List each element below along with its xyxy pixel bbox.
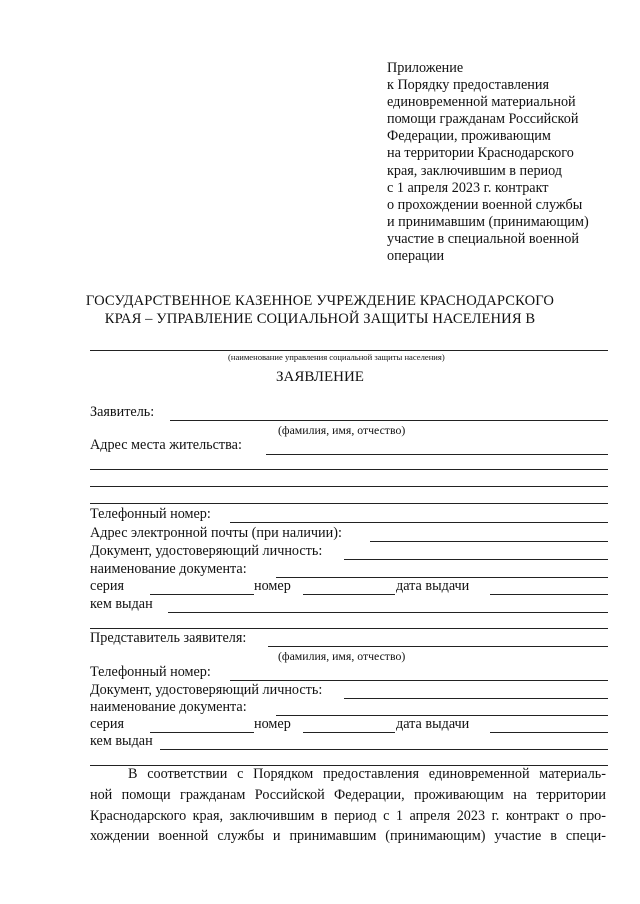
representative-issue-date-field[interactable] xyxy=(490,732,608,733)
phone-field[interactable] xyxy=(230,522,608,523)
representative-issued-by-field[interactable] xyxy=(160,749,608,750)
body-line: В соответствии с Порядком предоставления единовременной материаль- xyxy=(128,766,606,782)
representative-issue-date-label: дата выдачи xyxy=(396,716,470,732)
phone-label: Телефонный номер: xyxy=(90,506,211,522)
document-name-label: наименование документа: xyxy=(90,561,247,577)
organization-caption: (наименование управления социальной защиты населения) xyxy=(228,352,445,362)
organization-line-1: ГОСУДАРСТВЕННОЕ КАЗЕННОЕ УЧРЕЖДЕНИЕ КРАСНОДАРСКОГО xyxy=(85,293,555,309)
representative-id-document-field[interactable] xyxy=(344,698,608,699)
representative-phone-label: Телефонный номер: xyxy=(90,664,211,680)
number-label: номер xyxy=(254,578,291,594)
applicant-label: Заявитель: xyxy=(90,404,155,420)
appendix-line: на территории Краснодарского xyxy=(387,145,574,162)
body-line: ной помощи гражданам Российской Федерации, проживающим на территории xyxy=(90,786,606,803)
representative-series-field[interactable] xyxy=(150,732,254,733)
representative-id-document-label: Документ, удостоверяющий личность: xyxy=(90,682,323,698)
id-document-label: Документ, удостоверяющий личность: xyxy=(90,543,323,559)
appendix-line: о прохождении военной службы xyxy=(387,196,583,213)
address-field[interactable] xyxy=(266,454,608,455)
representative-name-field[interactable] xyxy=(268,646,608,647)
appendix-line: края, заключившим в период xyxy=(387,162,563,179)
representative-series-label: серия xyxy=(90,716,124,732)
appendix-block xyxy=(387,60,589,265)
representative-document-name-label: наименование документа: xyxy=(90,699,247,715)
applicant-name-field[interactable] xyxy=(170,420,608,421)
email-field[interactable] xyxy=(370,541,608,542)
appendix-line: единовременной материальной xyxy=(387,94,576,111)
representative-phone-field[interactable] xyxy=(230,680,608,681)
appendix-line: помощи гражданам Российской xyxy=(387,111,579,128)
address-field-line-3[interactable] xyxy=(90,486,608,487)
id-document-field[interactable] xyxy=(344,559,608,560)
appendix-line: к Порядку предоставления xyxy=(387,77,549,94)
issued-by-label: кем выдан xyxy=(90,596,153,612)
issue-date-field[interactable] xyxy=(490,594,608,595)
representative-number-label: номер xyxy=(254,716,291,732)
document-title: ЗАЯВЛЕНИЕ xyxy=(276,369,364,385)
appendix-line: с 1 апреля 2023 г. контракт xyxy=(387,179,549,196)
address-field-line-2[interactable] xyxy=(90,469,608,470)
appendix-line: и принимавшим (принимающим) xyxy=(387,213,589,230)
representative-label: Представитель заявителя: xyxy=(90,630,247,646)
body-line: Краснодарского края, заключившим в период с 1 апреля 2023 г. контракт о про- xyxy=(90,807,606,824)
address-label: Адрес места жительства: xyxy=(90,437,242,453)
issued-by-field-line-2[interactable] xyxy=(90,628,608,629)
appendix-line: операции xyxy=(387,248,445,265)
series-label: серия xyxy=(90,578,124,594)
appendix-line: Приложение xyxy=(387,60,464,76)
body-line: хождении военной службы и принимавшим (принимающим) участие в специ- xyxy=(90,828,606,845)
representative-name-caption: (фамилия, имя, отчество) xyxy=(278,649,406,663)
issued-by-field[interactable] xyxy=(168,612,608,613)
body-paragraph xyxy=(90,764,606,847)
organization-line-2: КРАЯ – УПРАВЛЕНИЕ СОЦИАЛЬНОЙ ЗАЩИТЫ НАСЕЛЕНИЯ В xyxy=(104,311,536,327)
appendix-line: Федерации, проживающим xyxy=(387,128,551,145)
email-label: Адрес электронной почты (при наличии): xyxy=(90,525,342,541)
applicant-name-caption: (фамилия, имя, отчество) xyxy=(278,423,406,437)
issue-date-label: дата выдачи xyxy=(396,578,470,594)
series-field[interactable] xyxy=(150,594,254,595)
representative-issued-by-label: кем выдан xyxy=(90,733,153,749)
number-field[interactable] xyxy=(303,594,395,595)
organization-name-field[interactable] xyxy=(90,350,608,351)
appendix-line: участие в специальной военной xyxy=(387,230,579,247)
address-field-line-4[interactable] xyxy=(90,503,608,504)
representative-number-field[interactable] xyxy=(303,732,395,733)
